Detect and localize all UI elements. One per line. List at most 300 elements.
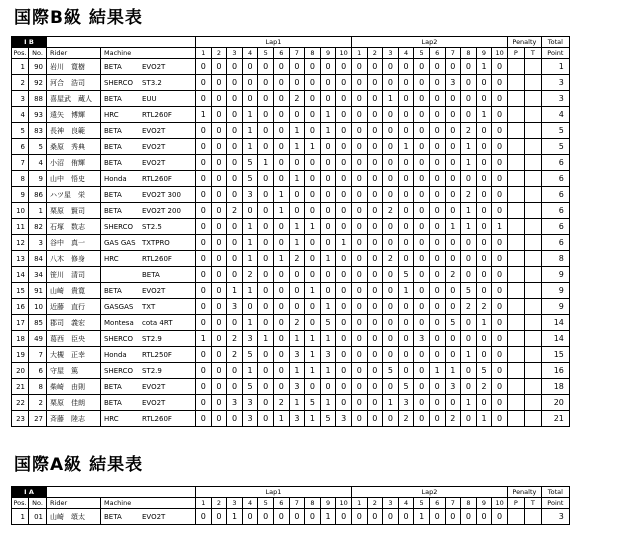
machine-cell	[101, 299, 196, 315]
lap1-score-cell: 0	[258, 379, 274, 395]
lap2-score-cell: 0	[367, 347, 383, 363]
position-cell: 4	[12, 107, 29, 123]
lap2-score-cell: 0	[351, 91, 367, 107]
penalty-p-cell	[507, 219, 524, 235]
lap1-score-cell: 3	[242, 411, 258, 427]
lap1-score-cell: 0	[227, 91, 243, 107]
lap1-score-cell: 0	[289, 203, 305, 219]
lap2-score-cell: 0	[383, 155, 399, 171]
lap1-score-cell: 0	[320, 187, 336, 203]
lap2-score-cell: 0	[398, 347, 414, 363]
lap1-score-cell: 1	[242, 139, 258, 155]
section-number-header: 3	[227, 48, 243, 59]
lap2-score-cell: 0	[367, 91, 383, 107]
lap2-score-cell: 0	[367, 267, 383, 283]
lap1-score-cell: 0	[320, 267, 336, 283]
total-point-cell: 18	[541, 379, 569, 395]
lap2-score-cell: 0	[492, 347, 508, 363]
section-number-header: 2	[367, 48, 383, 59]
lap1-score-cell: 5	[242, 155, 258, 171]
penalty-t-cell	[524, 347, 541, 363]
lap1-score-cell: 3	[227, 395, 243, 411]
section-number-header: 3	[383, 48, 399, 59]
lap2-score-cell: 0	[492, 395, 508, 411]
lap2-score-cell: 0	[492, 299, 508, 315]
rider-number-cell: 10	[29, 299, 47, 315]
rider-number-cell: 83	[29, 123, 47, 139]
penalty-t-cell	[524, 395, 541, 411]
machine-cell	[101, 363, 196, 379]
lap1-score-cell: 3	[227, 299, 243, 315]
section-number-header: 4	[242, 498, 258, 509]
lap2-score-cell: 0	[414, 171, 430, 187]
rider-name-cell: 河合 浩司	[47, 75, 101, 91]
penalty-t-cell	[524, 75, 541, 91]
result-row	[12, 299, 570, 315]
lap2-score-cell: 1	[476, 107, 492, 123]
lap2-score-cell: 0	[367, 251, 383, 267]
lap2-score-cell: 0	[429, 283, 445, 299]
machine-model: EVO2T	[142, 62, 166, 71]
lap2-score-cell: 3	[445, 379, 461, 395]
lap2-score-cell: 0	[445, 171, 461, 187]
lap1-score-cell: 3	[289, 411, 305, 427]
penalty-t-cell	[524, 219, 541, 235]
lap2-score-cell: 0	[476, 155, 492, 171]
section-b-title: 国際B級 結果表	[14, 8, 143, 28]
lap2-score-cell: 0	[492, 107, 508, 123]
result-row	[12, 363, 570, 379]
rider-number-cell: 7	[29, 347, 47, 363]
machine-maker: Montesa	[104, 318, 134, 327]
lap1-score-cell: 0	[211, 123, 227, 139]
lap1-score-cell: 0	[273, 347, 289, 363]
lap1-score-cell: 1	[289, 123, 305, 139]
lap1-score-cell: 0	[196, 139, 212, 155]
lap1-score-cell: 0	[196, 235, 212, 251]
lap2-score-cell: 0	[414, 315, 430, 331]
machine-model: ST3.2	[142, 78, 162, 87]
lap2-score-cell: 0	[351, 331, 367, 347]
lap2-score-cell: 2	[383, 251, 399, 267]
rider-number-cell: 2	[29, 395, 47, 411]
lap1-score-cell: 1	[289, 395, 305, 411]
position-cell: 7	[12, 155, 29, 171]
lap1-score-cell: 2	[289, 251, 305, 267]
lap1-score-cell: 0	[211, 299, 227, 315]
lap2-score-cell: 0	[492, 155, 508, 171]
rider-number-cell: 88	[29, 91, 47, 107]
section-number-header: 2	[367, 498, 383, 509]
lap2-score-cell: 5	[398, 379, 414, 395]
lap2-score-cell: 0	[398, 299, 414, 315]
position-cell: 23	[12, 411, 29, 427]
rider-name-cell: 八木 修身	[47, 251, 101, 267]
no-header: No.	[29, 498, 47, 509]
lap2-score-cell: 0	[414, 75, 430, 91]
lap2-score-cell: 0	[476, 331, 492, 347]
lap1-score-cell: 0	[196, 203, 212, 219]
lap2-score-cell: 5	[476, 363, 492, 379]
machine-cell	[101, 267, 196, 283]
lap1-score-cell: 0	[273, 379, 289, 395]
lap1-score-cell: 0	[196, 363, 212, 379]
lap1-score-cell: 0	[273, 139, 289, 155]
lap1-score-cell: 0	[211, 171, 227, 187]
lap1-score-cell: 1	[227, 509, 243, 525]
position-cell: 1	[12, 509, 29, 525]
lap2-score-cell: 0	[429, 235, 445, 251]
lap1-score-cell: 0	[196, 283, 212, 299]
lap2-score-cell: 0	[383, 171, 399, 187]
lap1-score-cell: 0	[258, 139, 274, 155]
total-point-cell: 6	[541, 171, 569, 187]
lap2-score-cell: 0	[476, 347, 492, 363]
lap2-score-cell: 0	[429, 411, 445, 427]
rider-number-cell: 84	[29, 251, 47, 267]
lap2-score-cell: 0	[398, 123, 414, 139]
lap2-score-cell: 0	[445, 331, 461, 347]
machine-model: RTL260F	[142, 254, 172, 263]
lap2-score-cell: 0	[429, 219, 445, 235]
lap1-score-cell: 0	[336, 91, 352, 107]
lap1-score-cell: 0	[320, 59, 336, 75]
lap1-score-cell: 0	[336, 75, 352, 91]
rider-name-cell: 近藤 直行	[47, 299, 101, 315]
lap2-score-cell: 0	[367, 299, 383, 315]
lap1-score-cell: 0	[305, 509, 321, 525]
lap1-score-cell: 0	[196, 299, 212, 315]
machine-maker: GASGAS	[104, 302, 134, 311]
section-number-header: 10	[336, 498, 352, 509]
lap2-score-cell: 0	[398, 251, 414, 267]
lap1-score-cell: 0	[305, 59, 321, 75]
lap2-score-cell: 2	[383, 203, 399, 219]
lap2-score-cell: 0	[383, 187, 399, 203]
lap1-score-cell: 0	[227, 267, 243, 283]
penalty-t-cell	[524, 171, 541, 187]
machine-model: EVO2T	[142, 382, 166, 391]
lap1-score-cell: 0	[320, 219, 336, 235]
lap2-score-cell: 0	[414, 395, 430, 411]
machine-maker: BETA	[104, 94, 122, 103]
lap2-score-cell: 1	[429, 363, 445, 379]
lap2-score-cell: 0	[461, 75, 477, 91]
lap2-score-cell: 0	[351, 171, 367, 187]
penalty-header: Penalty	[507, 37, 541, 48]
lap1-score-cell: 0	[211, 315, 227, 331]
lap2-score-cell: 0	[367, 315, 383, 331]
machine-model: EVO2T	[142, 512, 166, 521]
result-row	[12, 251, 570, 267]
section-number-header: 6	[273, 48, 289, 59]
lap1-score-cell: 1	[320, 251, 336, 267]
rider-name-cell: 山崎 頌太	[47, 509, 101, 525]
section-number-header: 7	[445, 48, 461, 59]
lap2-score-cell: 0	[476, 509, 492, 525]
rider-name-cell: 守屋 篤	[47, 363, 101, 379]
machine-cell	[101, 107, 196, 123]
lap2-score-cell: 0	[351, 123, 367, 139]
lap2-score-cell: 0	[461, 171, 477, 187]
lap2-score-cell: 0	[367, 411, 383, 427]
penalty-t-cell	[524, 363, 541, 379]
lap1-score-cell: 1	[273, 411, 289, 427]
results-table-a	[11, 486, 570, 525]
rider-name-cell: 郡司 義宏	[47, 315, 101, 331]
penalty-p-cell	[507, 187, 524, 203]
lap1-score-cell: 0	[211, 187, 227, 203]
section-number-header: 10	[336, 48, 352, 59]
lap1-score-cell: 1	[196, 107, 212, 123]
lap2-score-cell: 1	[445, 219, 461, 235]
penalty-p-cell	[507, 331, 524, 347]
lap1-score-cell: 1	[227, 283, 243, 299]
lap1-score-cell: 0	[227, 379, 243, 395]
section-number-header: 6	[273, 498, 289, 509]
penalty-t-cell	[524, 139, 541, 155]
machine-maker: HRC	[104, 110, 119, 119]
lap2-score-cell: 0	[414, 107, 430, 123]
lap1-score-cell: 0	[242, 59, 258, 75]
lap2-score-cell: 2	[461, 299, 477, 315]
machine-header: Machine	[101, 48, 196, 59]
lap1-score-cell: 0	[258, 123, 274, 139]
machine-model: TXT	[142, 302, 156, 311]
total-point-cell: 3	[541, 75, 569, 91]
penalty-t-cell	[524, 251, 541, 267]
lap2-score-cell: 0	[367, 75, 383, 91]
lap1-score-cell: 0	[258, 347, 274, 363]
machine-maker: BETA	[104, 398, 122, 407]
lap2-score-cell: 0	[367, 139, 383, 155]
lap1-score-cell: 1	[258, 331, 274, 347]
lap2-score-cell: 0	[383, 331, 399, 347]
lap2-score-cell: 0	[429, 251, 445, 267]
lap1-score-cell: 1	[336, 235, 352, 251]
total-point-cell: 6	[541, 187, 569, 203]
lap1-score-cell: 1	[320, 123, 336, 139]
lap1-score-cell: 0	[227, 363, 243, 379]
machine-cell	[101, 315, 196, 331]
rider-number-cell: 49	[29, 331, 47, 347]
lap2-score-cell: 0	[414, 299, 430, 315]
lap2-score-cell: 0	[461, 59, 477, 75]
lap2-header: Lap2	[351, 37, 507, 48]
header-blank	[47, 37, 196, 48]
lap1-score-cell: 1	[320, 331, 336, 347]
rider-number-cell: 27	[29, 411, 47, 427]
lap2-score-cell: 0	[398, 331, 414, 347]
lap2-score-cell: 0	[351, 139, 367, 155]
lap1-score-cell: 1	[305, 331, 321, 347]
rider-name-cell: 桑原 秀典	[47, 139, 101, 155]
lap2-score-cell: 0	[445, 299, 461, 315]
lap2-score-cell: 1	[461, 155, 477, 171]
total-point-cell: 6	[541, 219, 569, 235]
lap2-score-cell: 0	[383, 347, 399, 363]
lap1-score-cell: 3	[242, 395, 258, 411]
lap2-score-cell: 0	[492, 283, 508, 299]
lap2-score-cell: 0	[398, 171, 414, 187]
lap1-score-cell: 5	[320, 411, 336, 427]
section-number-header: 5	[258, 48, 274, 59]
penalty-p-cell	[507, 139, 524, 155]
lap2-score-cell: 1	[461, 219, 477, 235]
total-point-cell: 9	[541, 267, 569, 283]
section-number-header: 8	[305, 498, 321, 509]
lap2-score-cell: 0	[429, 267, 445, 283]
penalty-t-cell	[524, 267, 541, 283]
machine-maker: Honda	[104, 350, 127, 359]
lap1-score-cell: 0	[305, 123, 321, 139]
lap1-score-cell: 0	[305, 187, 321, 203]
lap2-score-cell: 0	[351, 75, 367, 91]
lap2-score-cell: 0	[461, 379, 477, 395]
lap2-score-cell: 0	[492, 315, 508, 331]
lap2-score-cell: 0	[351, 251, 367, 267]
lap1-score-cell: 0	[258, 91, 274, 107]
lap1-score-cell: 0	[258, 251, 274, 267]
lap2-score-cell: 0	[398, 203, 414, 219]
penalty-t-cell	[524, 331, 541, 347]
machine-maker: SHERCO	[104, 334, 134, 343]
lap1-score-cell: 0	[289, 267, 305, 283]
lap2-score-cell: 0	[398, 235, 414, 251]
lap1-score-cell: 0	[320, 283, 336, 299]
lap2-score-cell: 0	[351, 187, 367, 203]
section-number-header: 5	[414, 498, 430, 509]
lap1-score-cell: 0	[273, 59, 289, 75]
result-row	[12, 107, 570, 123]
lap2-score-cell: 1	[398, 139, 414, 155]
lap1-score-cell: 0	[196, 509, 212, 525]
lap2-score-cell: 0	[414, 91, 430, 107]
penalty-p-cell	[507, 347, 524, 363]
lap2-score-cell: 1	[476, 411, 492, 427]
lap1-score-cell: 0	[211, 139, 227, 155]
lap2-score-cell: 0	[398, 59, 414, 75]
lap1-score-cell: 0	[336, 315, 352, 331]
lap2-score-cell: 0	[351, 315, 367, 331]
position-cell: 3	[12, 91, 29, 107]
penalty-t-cell	[524, 155, 541, 171]
lap2-score-cell: 0	[492, 139, 508, 155]
machine-cell	[101, 411, 196, 427]
position-cell: 2	[12, 75, 29, 91]
lap1-score-cell: 2	[289, 315, 305, 331]
lap2-score-cell: 0	[429, 187, 445, 203]
lap2-score-cell: 0	[476, 139, 492, 155]
penalty-p-cell	[507, 267, 524, 283]
lap1-score-cell: 0	[273, 155, 289, 171]
penalty-t-cell	[524, 235, 541, 251]
lap1-score-cell: 0	[305, 379, 321, 395]
lap1-score-cell: 0	[227, 171, 243, 187]
penalty-p-cell	[507, 379, 524, 395]
lap2-score-cell: 1	[461, 139, 477, 155]
machine-model: EVO2T	[142, 398, 166, 407]
total-point-cell: 6	[541, 155, 569, 171]
rider-number-cell: 86	[29, 187, 47, 203]
point-header: Point	[541, 48, 569, 59]
machine-model: RTL260F	[142, 414, 172, 423]
lap1-score-cell: 0	[336, 379, 352, 395]
section-number-header: 1	[196, 498, 212, 509]
lap1-score-cell: 0	[258, 411, 274, 427]
penalty-p-cell	[507, 315, 524, 331]
machine-model: EVO2T	[142, 126, 166, 135]
lap2-score-cell: 0	[445, 107, 461, 123]
total-point-cell: 20	[541, 395, 569, 411]
lap1-score-cell: 0	[211, 219, 227, 235]
rider-header: Rider	[47, 48, 101, 59]
section-number-header: 6	[429, 48, 445, 59]
lap1-score-cell: 5	[242, 379, 258, 395]
lap2-score-cell: 0	[351, 155, 367, 171]
lap2-score-cell: 0	[383, 411, 399, 427]
lap2-score-cell: 0	[383, 107, 399, 123]
lap1-score-cell: 1	[289, 331, 305, 347]
lap1-score-cell: 0	[211, 251, 227, 267]
lap2-score-cell: 0	[492, 187, 508, 203]
lap2-score-cell: 0	[383, 235, 399, 251]
lap2-score-cell: 0	[429, 203, 445, 219]
machine-cell	[101, 59, 196, 75]
total-point-cell: 8	[541, 251, 569, 267]
total-point-cell: 5	[541, 123, 569, 139]
lap1-score-cell: 0	[211, 331, 227, 347]
lap1-score-cell: 5	[305, 395, 321, 411]
rider-name-cell: 柴崎 由則	[47, 379, 101, 395]
lap1-score-cell: 0	[211, 107, 227, 123]
lap2-score-cell: 2	[445, 411, 461, 427]
machine-cell	[101, 235, 196, 251]
lap2-score-cell: 2	[398, 411, 414, 427]
machine-cell	[101, 91, 196, 107]
lap1-score-cell: 0	[196, 123, 212, 139]
lap1-score-cell: 0	[305, 251, 321, 267]
penalty-t-cell	[524, 299, 541, 315]
lap2-score-cell: 1	[398, 283, 414, 299]
machine-maker: SHERCO	[104, 78, 134, 87]
lap2-score-cell: 0	[476, 171, 492, 187]
section-number-header: 4	[398, 498, 414, 509]
result-row	[12, 283, 570, 299]
lap1-score-cell: 0	[336, 267, 352, 283]
lap2-score-cell: 0	[461, 315, 477, 331]
machine-cell	[101, 171, 196, 187]
pos-header: Pos.	[13, 48, 27, 57]
lap1-score-cell: 0	[258, 267, 274, 283]
rider-name-cell: ハツ星 栄	[47, 187, 101, 203]
lap1-score-cell: 0	[242, 509, 258, 525]
result-row	[12, 75, 570, 91]
lap2-score-cell: 0	[367, 219, 383, 235]
lap1-score-cell: 0	[258, 203, 274, 219]
lap2-score-cell: 0	[367, 331, 383, 347]
lap1-header: Lap1	[196, 37, 352, 48]
section-number-header: 3	[383, 498, 399, 509]
lap1-score-cell: 0	[211, 267, 227, 283]
lap1-score-cell: 0	[273, 219, 289, 235]
lap1-score-cell: 0	[273, 75, 289, 91]
lap1-score-cell: 0	[305, 315, 321, 331]
lap2-score-cell: 0	[398, 75, 414, 91]
lap1-score-cell: 0	[242, 299, 258, 315]
lap2-score-cell: 0	[461, 107, 477, 123]
lap2-score-cell: 0	[445, 187, 461, 203]
